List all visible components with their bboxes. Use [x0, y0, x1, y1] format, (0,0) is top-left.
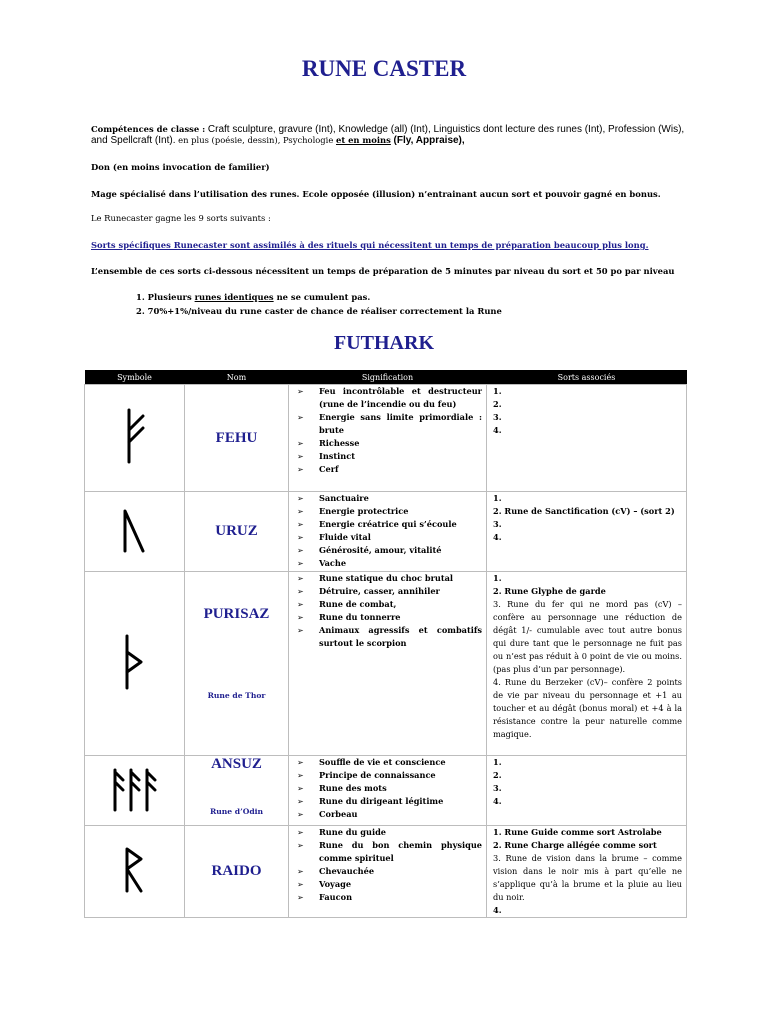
table-row [85, 756, 687, 826]
sort-item: 3. Rune de vision dans la brume – comme vision dans le noir mis à part qu’elle ne s’applique qu’à la brume et la pluie au lieu du noir. [493, 853, 682, 902]
sort-item: 1. [493, 757, 502, 767]
rule-1-start: 1. Plusieurs [136, 292, 192, 302]
signification-item: ➢ Rune statique du choc brutal [297, 572, 482, 585]
don-line: Don (en moins invocation de familier) [91, 162, 270, 172]
signification-item: ➢ Energie sans limite primordiale : brute [297, 411, 482, 437]
signification-cell [289, 756, 487, 826]
rune-note: Rune d’Odin [209, 807, 264, 816]
signification-item: ➢ Cerf [297, 463, 482, 476]
signification-item: ➢ Souffle de vie et conscience [297, 756, 482, 769]
fehu-rune-icon [115, 406, 155, 466]
competences-bold: et en moins [335, 135, 391, 145]
purisaz-rune-icon [115, 632, 155, 692]
signification-item: ➢ Rune de combat, [297, 598, 482, 611]
signification-item: ➢ Détruire, casser, annihiler [297, 585, 482, 598]
sorts-cell [487, 385, 687, 492]
sort-item: 2. Rune Charge allégée comme sort [493, 840, 657, 850]
signification-item: ➢ Richesse [297, 437, 482, 450]
signification-item: ➢ Animaux agressifs et combatifs surtout le scorpion [297, 624, 482, 650]
rune-name-cell [185, 756, 289, 826]
signification-cell [289, 492, 487, 572]
signification-cell [289, 572, 487, 756]
sort-item: 1. [493, 573, 502, 583]
sort-item: 2. [493, 399, 502, 409]
signification-item: ➢ Rune du bon chemin physique comme spirituel [297, 839, 482, 865]
rune-name-cell [185, 572, 289, 756]
rule-1 [136, 292, 736, 303]
rune-symbol-purisaz [85, 572, 185, 756]
sort-item: 2. Rune de Sanctification (cV) – (sort 2) [493, 506, 675, 516]
rule-2: 2. 70%+1%/niveau du rune caster de chance de réaliser correctement la Rune [136, 306, 502, 316]
sorts-cell [487, 572, 687, 756]
signification-item: ➢ Faucon [297, 891, 482, 904]
competences-extra: (Fly, Appraise), [393, 135, 465, 146]
signification-item: ➢ Rune du tonnerre [297, 611, 482, 624]
signification-cell [289, 826, 487, 918]
sort-item: 1. Rune Guide comme sort Astrolabe [493, 827, 662, 837]
signification-cell [289, 385, 487, 492]
header-symbole: Symbole [85, 370, 185, 385]
signification-item: ➢ Corbeau [297, 808, 482, 821]
competences-paragraph [91, 124, 691, 146]
signification-item: ➢ Energie protectrice [297, 505, 482, 518]
mage-line: Mage spécialisé dans l’utilisation des runes. Ecole opposée (illusion) n’entrainant aucun sort et pouvoir gagné en bonus. [91, 189, 661, 199]
sorts-cell [487, 826, 687, 918]
sort-item: 4. [493, 425, 502, 435]
signification-item: ➢ Rune du dirigeant légitime [297, 795, 482, 808]
signification-item: ➢ Principe de connaissance [297, 769, 482, 782]
competences-small: en plus (poésie, dessin), Psychologie [178, 135, 334, 145]
ansuz-rune-icon [105, 764, 165, 814]
header-sorts: Sorts associés [487, 370, 687, 385]
futhark-table [84, 370, 687, 918]
gagne-line: Le Runecaster gagne les 9 sorts suivants : [91, 213, 271, 223]
table-header-row [85, 370, 687, 385]
rune-symbol-raido [85, 826, 185, 918]
rune-name-cell [185, 826, 289, 918]
rune-symbol-uruz [85, 492, 185, 572]
sort-item: 4. Rune du Berzeker (cV)– confère 2 points de vie par niveau du personnage et +1 au toucher et au dégât (bonus moral) et +4 à la résistance contre la peur naturelle comme magique. [493, 677, 682, 739]
sorts-specifiques-link[interactable]: Sorts spécifiques Runecaster sont assimilés à des rituels qui nécessitent un temps de préparation beaucoup plus long. [91, 240, 649, 250]
rune-symbol-fehu [85, 385, 185, 492]
futhark-heading: FUTHARK [334, 332, 434, 354]
sorts-cell [487, 492, 687, 572]
rune-name: FEHU [215, 429, 258, 446]
rune-name: URUZ [215, 523, 258, 539]
rune-name-cell [185, 492, 289, 572]
sort-item: 1. [493, 386, 502, 396]
header-nom: Nom [185, 370, 289, 385]
competences-label: Compétences de classe : [91, 124, 206, 134]
page-title: RUNE CASTER [301, 56, 467, 81]
signification-item: ➢ Chevauchée [297, 865, 482, 878]
table-row [85, 385, 687, 492]
ensemble-line: L’ensemble de ces sorts ci-dessous nécessitent un temps de préparation de 5 minutes par niveau du sort et 50 po par niveau [91, 266, 675, 276]
sort-item: 3. Rune du fer qui ne mord pas (cV) – confère au personnage une réduction de dégât 1/- cumulable avec tout autre bonus qui dure tant que le personnage ne fuit pas ou n’est pas réduit à 0 point de vie ou moins. (pas plus d’un par personnage). [493, 599, 682, 674]
sort-item: 4. [493, 532, 502, 542]
rune-name: RAIDO [211, 863, 262, 879]
raido-rune-icon [115, 845, 155, 895]
rule-1-end: ne se cumulent pas. [276, 292, 371, 302]
rune-name-cell [185, 385, 289, 492]
uruz-rune-icon [115, 505, 155, 555]
sort-item: 2. [493, 770, 502, 780]
sort-item: 4. [493, 905, 502, 915]
signification-item: ➢ Sanctuaire [297, 492, 482, 505]
table-row [85, 572, 687, 756]
signification-item: ➢ Fluide vital [297, 531, 482, 544]
rune-note: Rune de Thor [207, 691, 266, 700]
table-row [85, 492, 687, 572]
rune-name: ANSUZ [211, 756, 262, 772]
sort-item: 3. [493, 783, 502, 793]
signification-item: ➢ Vache [297, 557, 482, 570]
rune-name: PURISAZ [203, 606, 270, 622]
sort-item: 4. [493, 796, 502, 806]
header-signification: Signification [289, 370, 487, 385]
signification-item: ➢ Rune du guide [297, 826, 482, 839]
competences-main: Craft sculpture, gravure (Int), Knowledge (all) (Int), Linguistics dont lecture des runes (Int), Profession (Wis), and Spellcraft (Int). [91, 124, 685, 146]
signification-item: ➢ Instinct [297, 450, 482, 463]
sort-item: 3. [493, 412, 502, 422]
signification-item: ➢ Feu incontrôlable et destructeur (rune de l’incendie ou du feu) [297, 385, 482, 411]
sort-item: 2. Rune Glyphe de garde [493, 586, 606, 596]
signification-item: ➢ Voyage [297, 878, 482, 891]
signification-item: ➢ Energie créatrice qui s’écoule [297, 518, 482, 531]
signification-item: ➢ Rune des mots [297, 782, 482, 795]
sort-item: 3. [493, 519, 502, 529]
table-row [85, 826, 687, 918]
rule-1-underlined: runes identiques [194, 292, 274, 302]
sorts-cell [487, 756, 687, 826]
rune-symbol-ansuz [85, 756, 185, 826]
sort-item: 1. [493, 493, 502, 503]
signification-item: ➢ Générosité, amour, vitalité [297, 544, 482, 557]
